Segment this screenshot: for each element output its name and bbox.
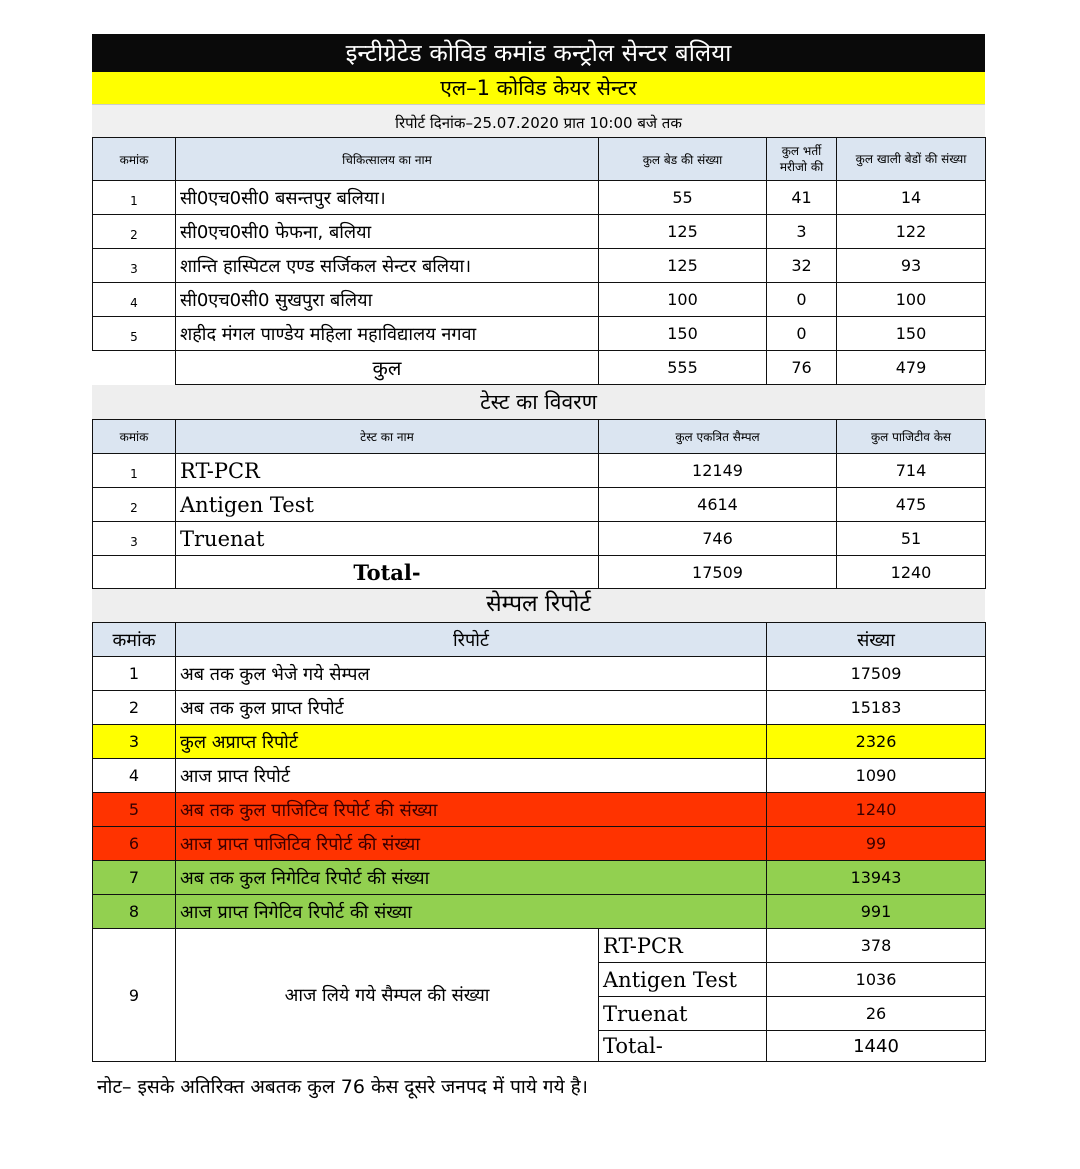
hospital-name: सी0एच0सी0 फेफना, बलिया: [176, 215, 599, 249]
table-row: [93, 215, 986, 249]
report-title: इन्टीग्रेटेड कोविड कमांड कन्ट्रोल सेन्टर बलिया: [92, 34, 985, 72]
sr-cell: 2: [93, 691, 176, 725]
vacant-count: 93: [837, 249, 986, 283]
report-subtitle: एल–1 कोविड केयर सेन्टर: [92, 72, 985, 105]
beds-count: 100: [599, 283, 767, 317]
today-test-name: RT-PCR: [599, 929, 767, 963]
report-label: आज प्राप्त रिपोर्ट: [176, 759, 767, 793]
total-samples: 17509: [599, 556, 837, 589]
sr-cell: 2: [93, 488, 176, 522]
report-value: 99: [767, 827, 986, 861]
beds-header-total: कुल बेड की संख्या: [599, 138, 767, 181]
sample-report-table: [92, 622, 986, 1062]
sr-cell: 5: [93, 317, 176, 351]
report-label: अब तक कुल पाजिटिव रिपोर्ट की संख्या: [176, 793, 767, 827]
vacant-count: 122: [837, 215, 986, 249]
table-row: [93, 249, 986, 283]
report-value: 13943: [767, 861, 986, 895]
samples-count: 746: [599, 522, 837, 556]
report-value: 1240: [767, 793, 986, 827]
test-name: Antigen Test: [176, 488, 599, 522]
total-label: Total-: [176, 556, 599, 589]
table-row: [93, 454, 986, 488]
sr-cell: 4: [93, 283, 176, 317]
footnote: नोट– इसके अतिरिक्त अबतक कुल 76 केस दूसरे जनपद में पाये गये है।: [97, 1076, 588, 1098]
vacant-count: 100: [837, 283, 986, 317]
total-label: कुल: [176, 351, 599, 385]
sample-header-count: संख्या: [767, 623, 986, 657]
beds-header-vacant: कुल खाली बेडों की संख्या: [837, 138, 986, 181]
beds-header-name: चिकित्सालय का नाम: [176, 138, 599, 181]
table-row: [93, 793, 986, 827]
sr-cell: 1: [93, 657, 176, 691]
empty-cell: [93, 556, 176, 589]
report-label: कुल अप्राप्त रिपोर्ट: [176, 725, 767, 759]
hospital-name: सी0एच0सी0 सुखपुरा बलिया: [176, 283, 599, 317]
positive-count: 714: [837, 454, 986, 488]
tests-header-positive: कुल पाजिटीव केस: [837, 420, 986, 454]
report-sheet: [92, 34, 985, 1062]
admitted-count: 3: [767, 215, 837, 249]
tests-header-sr: कमांक: [93, 420, 176, 454]
sr-cell: 1: [93, 181, 176, 215]
admitted-count: 0: [767, 317, 837, 351]
sr-cell: 9: [93, 929, 176, 1062]
table-row: [93, 181, 986, 215]
report-label: आज प्राप्त निगेटिव रिपोर्ट की संख्या: [176, 895, 767, 929]
sr-cell: 4: [93, 759, 176, 793]
table-row: [93, 895, 986, 929]
sr-cell: 1: [93, 454, 176, 488]
vacant-count: 150: [837, 317, 986, 351]
samples-count: 4614: [599, 488, 837, 522]
tests-header-row: [93, 420, 986, 454]
total-beds: 555: [599, 351, 767, 385]
total-vacant: 479: [837, 351, 986, 385]
admitted-count: 41: [767, 181, 837, 215]
today-samples-label: आज लिये गये सैम्पल की संख्या: [176, 929, 599, 1062]
sample-report-title: सेम्पल रिपोर्ट: [92, 589, 985, 622]
table-row: [93, 283, 986, 317]
hospital-name: शान्ति हास्पिटल एण्ड सर्जिकल सेन्टर बलिया।: [176, 249, 599, 283]
sr-cell: 3: [93, 249, 176, 283]
positive-count: 51: [837, 522, 986, 556]
today-test-value: 26: [767, 997, 986, 1031]
table-row: [93, 725, 986, 759]
table-row: [93, 861, 986, 895]
test-name: Truenat: [176, 522, 599, 556]
positive-count: 475: [837, 488, 986, 522]
beds-count: 125: [599, 215, 767, 249]
tests-header-name: टेस्ट का नाम: [176, 420, 599, 454]
admitted-count: 32: [767, 249, 837, 283]
table-row: [93, 759, 986, 793]
sr-cell: 5: [93, 793, 176, 827]
beds-count: 125: [599, 249, 767, 283]
sr-cell: 8: [93, 895, 176, 929]
table-row: [93, 827, 986, 861]
samples-count: 12149: [599, 454, 837, 488]
sr-cell: 3: [93, 725, 176, 759]
table-row: [93, 488, 986, 522]
sr-cell: 6: [93, 827, 176, 861]
beds-count: 150: [599, 317, 767, 351]
report-label: अब तक कुल भेजे गये सेम्पल: [176, 657, 767, 691]
table-row: [93, 657, 986, 691]
today-test-name: Truenat: [599, 997, 767, 1031]
vacant-count: 14: [837, 181, 986, 215]
table-row: [93, 522, 986, 556]
sample-header-row: [93, 623, 986, 657]
tests-header-samples: कुल एकत्रित सैम्पल: [599, 420, 837, 454]
sample-header-report: रिपोर्ट: [176, 623, 767, 657]
table-row: [93, 317, 986, 351]
today-samples-row: [93, 929, 986, 963]
beds-header-row: [93, 138, 986, 181]
report-value: 991: [767, 895, 986, 929]
today-test-name: Total-: [599, 1031, 767, 1062]
report-value: 2326: [767, 725, 986, 759]
sr-cell: 2: [93, 215, 176, 249]
hospital-name: सी0एच0सी0 बसन्तपुर बलिया।: [176, 181, 599, 215]
total-positive: 1240: [837, 556, 986, 589]
report-value: 15183: [767, 691, 986, 725]
beds-header-admitted: कुल भर्ती मरीजो की: [767, 138, 837, 181]
sr-cell: 3: [93, 522, 176, 556]
total-admitted: 76: [767, 351, 837, 385]
tests-section-title: टेस्ट का विवरण: [92, 385, 985, 419]
today-test-name: Antigen Test: [599, 963, 767, 997]
today-test-total: 1440: [767, 1031, 986, 1062]
today-test-value: 1036: [767, 963, 986, 997]
beds-total-row: [93, 351, 986, 385]
sr-cell: 7: [93, 861, 176, 895]
hospital-name: शहीद मंगल पाण्डेय महिला महाविद्यालय नगवा: [176, 317, 599, 351]
report-label: अब तक कुल प्राप्त रिपोर्ट: [176, 691, 767, 725]
empty-cell: [93, 351, 176, 385]
beds-count: 55: [599, 181, 767, 215]
tests-table: [92, 419, 986, 589]
report-date: रिपोर्ट दिनांक–25.07.2020 प्रात 10:00 बजे तक: [92, 105, 985, 137]
today-test-value: 378: [767, 929, 986, 963]
admitted-count: 0: [767, 283, 837, 317]
beds-header-sr: कमांक: [93, 138, 176, 181]
tests-total-row: [93, 556, 986, 589]
table-row: [93, 691, 986, 725]
report-label: अब तक कुल निगेटिव रिपोर्ट की संख्या: [176, 861, 767, 895]
report-value: 1090: [767, 759, 986, 793]
test-name: RT-PCR: [176, 454, 599, 488]
report-label: आज प्राप्त पाजिटिव रिपोर्ट की संख्या: [176, 827, 767, 861]
sample-header-sr: कमांक: [93, 623, 176, 657]
beds-table: [92, 137, 986, 385]
report-value: 17509: [767, 657, 986, 691]
